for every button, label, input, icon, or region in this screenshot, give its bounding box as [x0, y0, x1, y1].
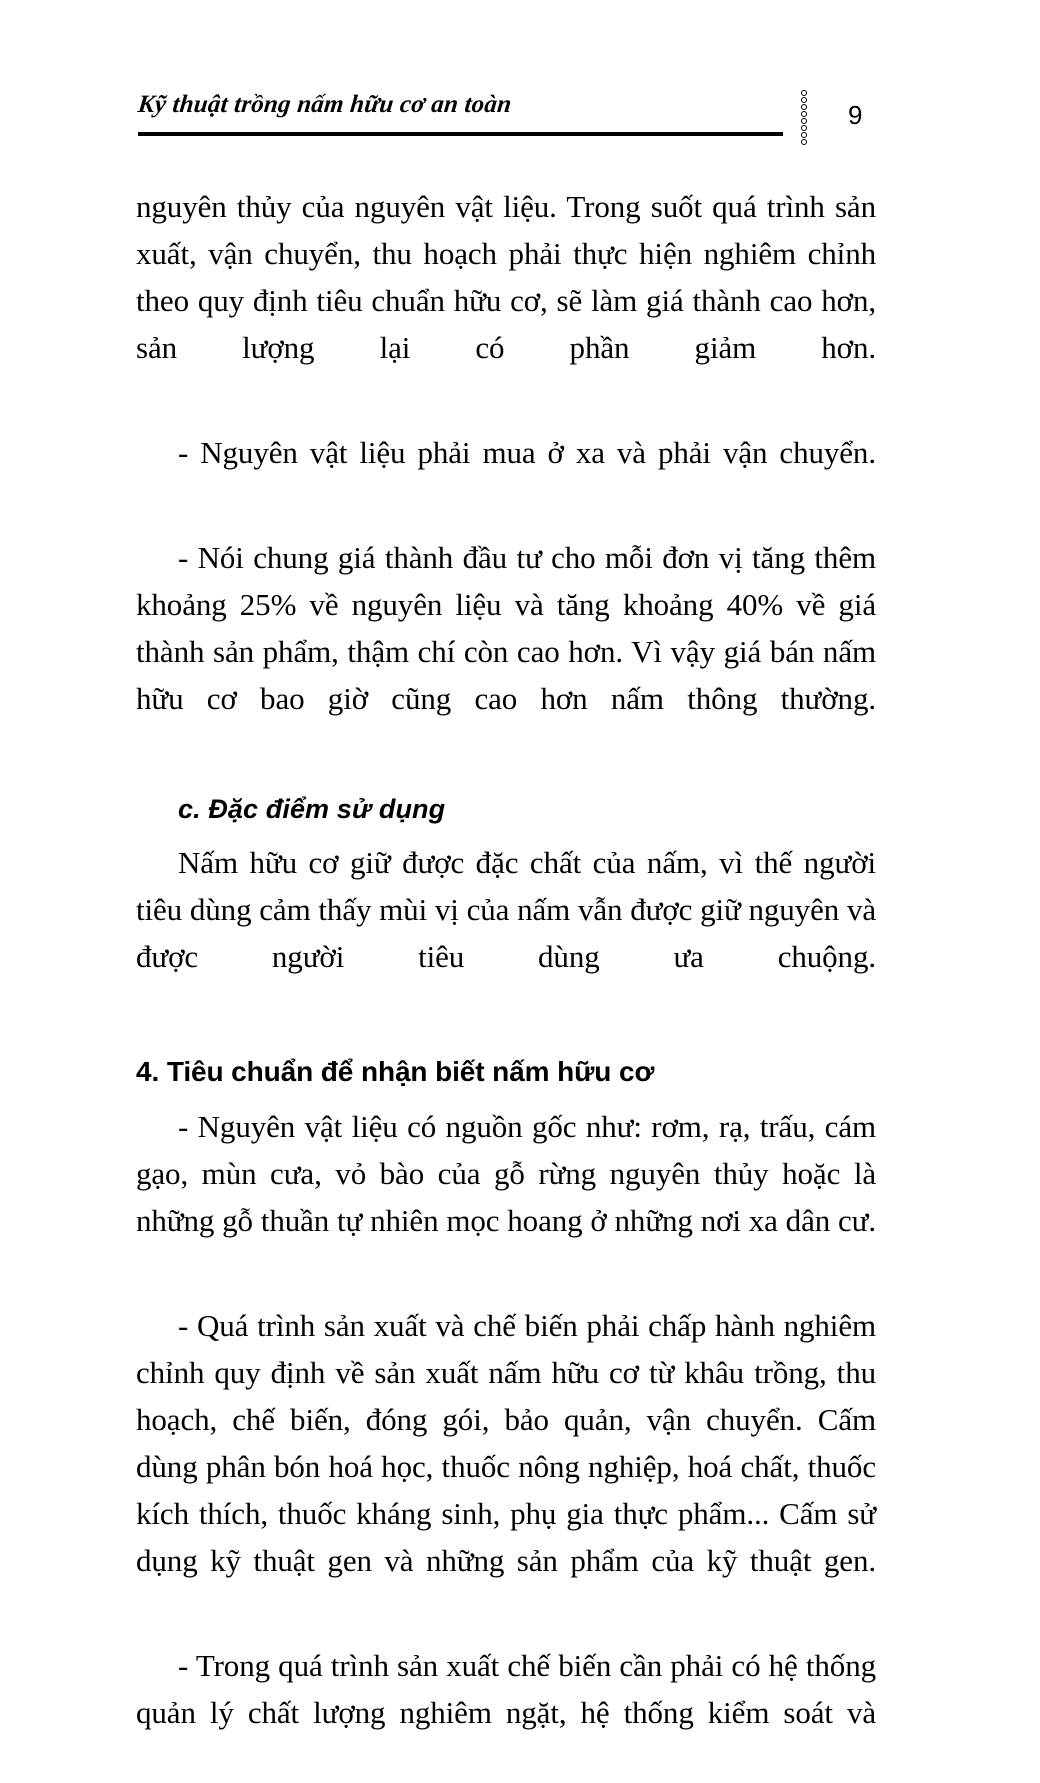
header-rule	[138, 132, 783, 136]
paragraph-after-sub-heading-c: Nấm hữu cơ giữ được đặc chất của nấm, vì thế người tiêu dùng cảm thấy mùi vị của nấm vẫn được giữ nguyên và được người tiêu dùng ưa chuộng.	[136, 845, 876, 974]
paragraph-4-bullet-2: - Quá trình sản xuất và chế biến phải chấp hành nghiêm chỉnh quy định về sản xuất nấm hữu cơ từ khâu trồng, thu hoạch, chế biến, đóng gói, bảo quản, vận chuyển. Cấm dùng phân bón hoá học, thuốc nông nghiệp, hoá chất, thuốc kích thích, thuốc kháng sinh, phụ gia thực phẩm... Cấm sử dụng kỹ thuật gen và những sản phẩm của kỹ thuật gen.	[136, 1308, 876, 1578]
page-header	[0, 88, 1040, 158]
paragraph-bullet-1: - Nguyên vật liệu phải mua ở xa và phải vận chuyển.	[178, 435, 876, 470]
paragraph-4-bullet-3: - Trong quá trình sản xuất chế biến cần phải có hệ thống quản lý chất lượng nghiêm ngặt, hệ thống kiểm soát và	[136, 1648, 876, 1730]
sub-heading-c: c. Đặc điểm sử dụng	[178, 794, 446, 824]
text-column	[136, 183, 876, 1783]
page-number: 9	[848, 100, 863, 130]
section-heading-4: 4. Tiêu chuẩn để nhận biết nấm hữu cơ	[136, 1056, 655, 1087]
paragraph-4-bullet-1: - Nguyên vật liệu có nguồn gốc như: rơm, rạ, trấu, cám gạo, mùn cưa, vỏ bào của gỗ rừng nguyên thủy hoặc là những gỗ thuần tự nhiên mọc hoang ở những nơi xa dân cư.	[136, 1109, 876, 1238]
beaded-vertical-divider-icon	[800, 90, 808, 145]
paragraph-continued: nguyên thủy của nguyên vật liệu. Trong suốt quá trình sản xuất, vận chuyển, thu hoạch phải thực hiện nghiêm chỉnh theo quy định tiêu chuẩn hữu cơ, sẽ làm giá thành cao hơn, sản lượng lại có phần giảm hơn.	[136, 189, 876, 365]
paragraph-bullet-2: - Nói chung giá thành đầu tư cho mỗi đơn vị tăng thêm khoảng 25% về nguyên liệu và tăng khoảng 40% về giá thành sản phẩm, thậm chí còn cao hơn. Vì vậy giá bán nấm hữu cơ bao giờ cũng cao hơn nấm thông thường.	[136, 540, 876, 716]
running-header-title: Kỹ thuật trồng nấm hữu cơ an toàn	[136, 91, 513, 118]
